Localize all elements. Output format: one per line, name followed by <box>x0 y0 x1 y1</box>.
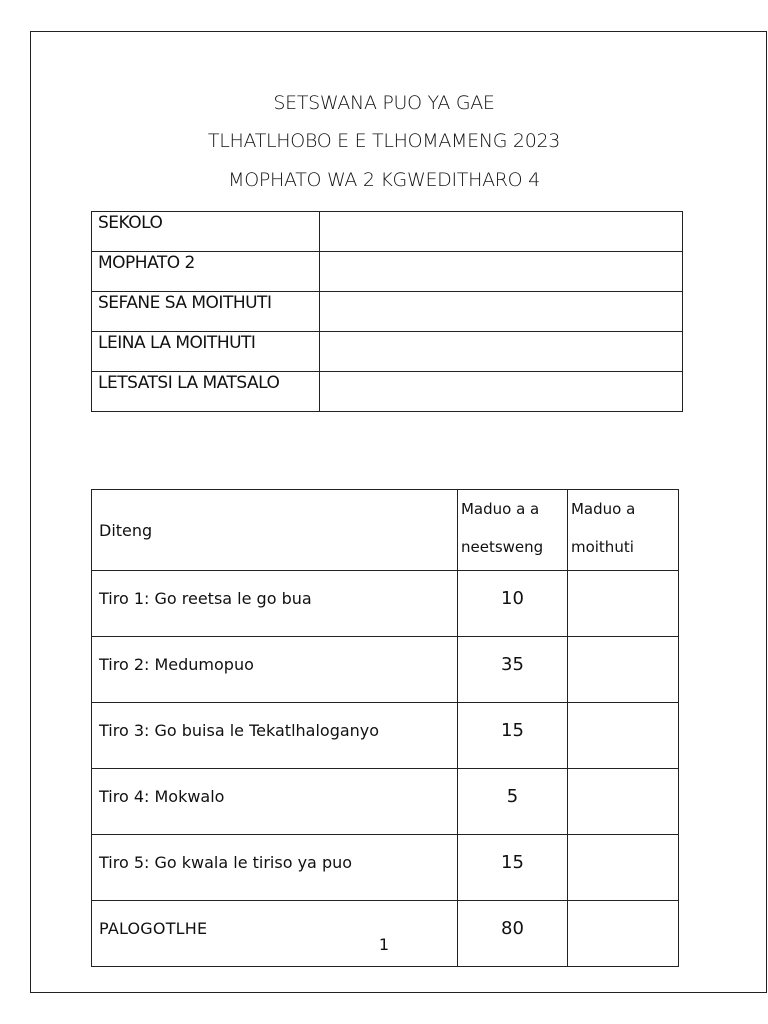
info-row-grade <box>92 252 683 292</box>
info-label: SEKOLO <box>92 212 320 252</box>
info-value-field[interactable] <box>320 292 683 332</box>
task-marks: 10 <box>457 571 567 637</box>
total-marks: 80 <box>457 901 567 967</box>
grade-term-title: MOPHATO WA 2 KGWEDITHARO 4 <box>228 169 540 191</box>
exam-title: TLHATLHOBO E E TLHOMAMENG 2023 <box>207 130 561 152</box>
info-row-birthdate <box>92 372 683 412</box>
page-number: 1 <box>378 935 390 954</box>
marks-header-row <box>92 490 679 571</box>
table-row <box>92 637 679 703</box>
task-marks: 5 <box>457 769 567 835</box>
info-row-name <box>92 332 683 372</box>
task-marks: 35 <box>457 637 567 703</box>
info-row-surname <box>92 292 683 332</box>
task-name: Tiro 3: Go buisa le Tekatlhaloganyo <box>92 703 458 769</box>
table-row <box>92 835 679 901</box>
table-row <box>92 703 679 769</box>
learner-info-table <box>91 211 683 412</box>
info-row-school <box>92 212 683 252</box>
info-label: LETSATSI LA MATSALO <box>92 372 320 412</box>
info-label: LEINA LA MOITHUTI <box>92 332 320 372</box>
learner-mark-field[interactable] <box>567 703 678 769</box>
learner-mark-field[interactable] <box>567 769 678 835</box>
header-learner-marks <box>567 490 678 571</box>
info-value-field[interactable] <box>320 212 683 252</box>
info-value-field[interactable] <box>320 332 683 372</box>
header-allocated-line2: neetsweng <box>460 538 544 556</box>
total-label: PALOGOTLHE <box>92 901 458 967</box>
learner-mark-field[interactable] <box>567 637 678 703</box>
info-label: SEFANE SA MOITHUTI <box>92 292 320 332</box>
learner-mark-field[interactable] <box>567 835 678 901</box>
task-name: Tiro 5: Go kwala le tiriso ya puo <box>92 835 458 901</box>
info-value-field[interactable] <box>320 372 683 412</box>
total-row <box>92 901 679 967</box>
task-marks: 15 <box>457 835 567 901</box>
task-name: Tiro 2: Medumopuo <box>92 637 458 703</box>
info-label: MOPHATO 2 <box>92 252 320 292</box>
table-row <box>92 769 679 835</box>
table-row <box>92 571 679 637</box>
learner-total-field[interactable] <box>567 901 678 967</box>
task-marks: 15 <box>457 703 567 769</box>
info-value-field[interactable] <box>320 252 683 292</box>
header-learner-line1: Maduo a <box>570 500 636 518</box>
marks-table <box>91 489 679 967</box>
header-contents: Diteng <box>92 490 458 571</box>
header-learner-line2: moithuti <box>570 538 634 556</box>
learner-mark-field[interactable] <box>567 571 678 637</box>
document-title: SETSWANA PUO YA GAE <box>273 92 495 114</box>
task-name: Tiro 1: Go reetsa le go bua <box>92 571 458 637</box>
header-allocated-marks <box>457 490 567 571</box>
task-name: Tiro 4: Mokwalo <box>92 769 458 835</box>
header-allocated-line1: Maduo a a <box>460 500 540 518</box>
